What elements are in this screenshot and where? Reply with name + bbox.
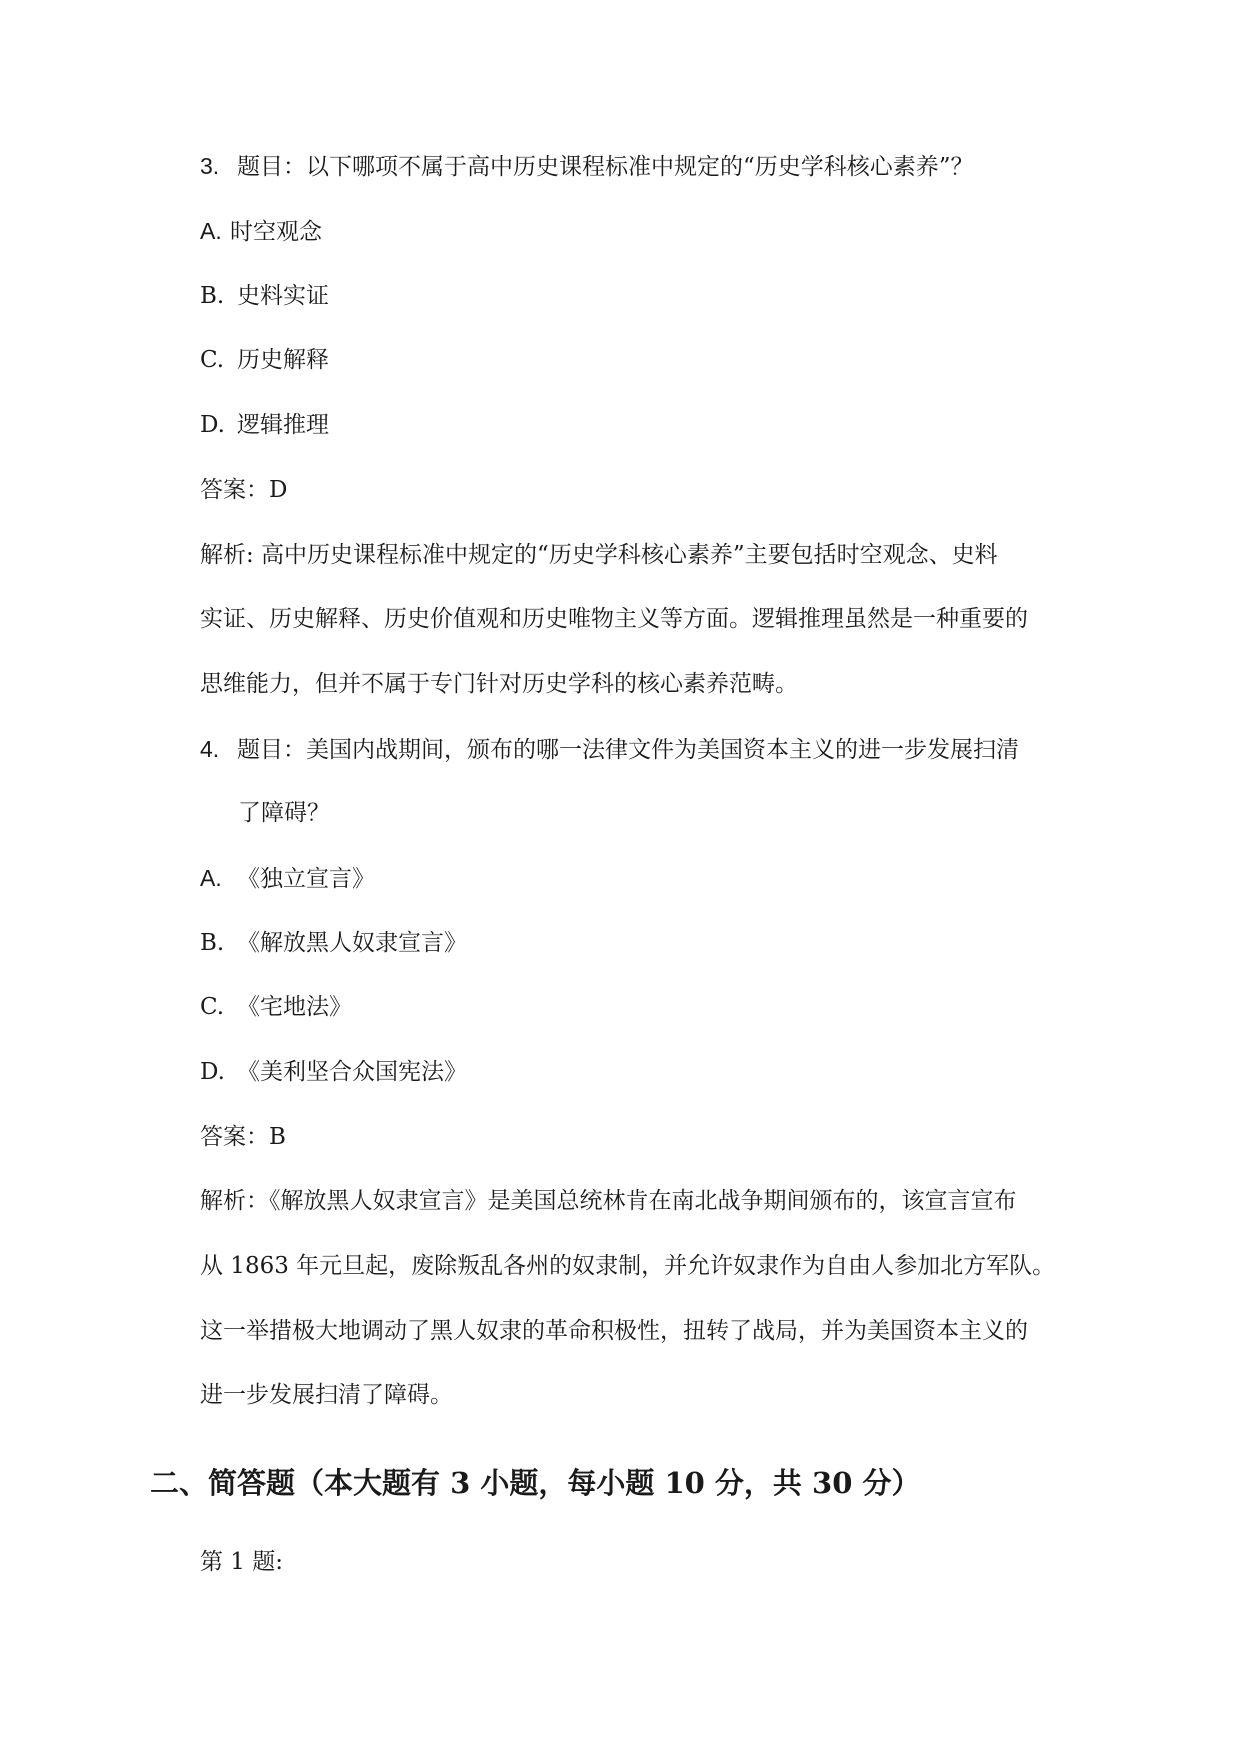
option-letter: B. — [200, 283, 225, 309]
option-letter: C. — [200, 347, 225, 373]
option-text: 《独立宣言》 — [237, 866, 375, 892]
q3-option-b — [200, 281, 329, 311]
option-text: 时空观念 — [230, 219, 322, 245]
option-text: 《解放黑人奴隶宣言》 — [237, 930, 467, 956]
q3-analysis-line: 解析: 高中历史课程标准中规定的“历史学科核心素养”主要包括时空观念、史料 — [200, 542, 998, 568]
q3-analysis-line: 实证、历史解释、历史价值观和历史唯物主义等方面。逻辑推理虽然是一种重要的 — [200, 606, 1028, 632]
q4-answer: 答案：B — [200, 1124, 286, 1150]
q3-option-c — [200, 345, 329, 375]
section2-first-item: 第 1 题: — [200, 1549, 284, 1575]
q4-question-text: 题目：美国内战期间，颁布的哪一法律文件为美国资本主义的进一步发展扫清 — [237, 737, 1019, 763]
q4-analysis-line: 从 1863 年元旦起，废除叛乱各州的奴隶制，并允许奴隶作为自由人参加北方军队。 — [200, 1253, 1056, 1279]
option-letter: B. — [200, 930, 225, 956]
q3-question — [200, 151, 974, 182]
q3-option-d — [200, 410, 329, 440]
option-text: 《宅地法》 — [237, 994, 352, 1020]
q4-option-c — [200, 992, 352, 1022]
option-letter: A. — [200, 865, 222, 891]
option-letter: A. — [200, 218, 222, 244]
q3-analysis-line: 思维能力，但并不属于专门针对历史学科的核心素养范畴。 — [200, 671, 798, 697]
q3-number: 3. — [200, 153, 220, 179]
q4-analysis-line: 进一步发展扫清了障碍。 — [200, 1382, 453, 1408]
q3-option-a — [200, 216, 322, 247]
option-letter: C. — [200, 994, 225, 1020]
q4-number: 4. — [200, 736, 220, 762]
section-heading: 二、简答题（本大题有 3 小题，每小题 10 分，共 30 分） — [150, 1466, 921, 1500]
q4-option-a — [200, 863, 375, 894]
q4-option-b — [200, 928, 467, 958]
option-letter: D. — [200, 1059, 225, 1085]
q4-question — [200, 734, 1019, 765]
option-text: 逻辑推理 — [237, 412, 329, 438]
option-text: 史料实证 — [237, 283, 329, 309]
q4-option-d — [200, 1057, 467, 1087]
option-letter: D. — [200, 412, 225, 438]
q3-question-text: 题目：以下哪项不属于高中历史课程标准中规定的“历史学科核心素养”？ — [237, 154, 974, 180]
option-text: 《美利坚合众国宪法》 — [237, 1059, 467, 1085]
option-text: 历史解释 — [237, 347, 329, 373]
q4-question-continued: 了障碍？ — [238, 800, 330, 826]
q4-analysis-line: 这一举措极大地调动了黑人奴隶的革命积极性，扭转了战局，并为美国资本主义的 — [200, 1318, 1028, 1344]
q3-answer: 答案：D — [200, 477, 288, 503]
q4-analysis-line: 解析：《解放黑人奴隶宣言》是美国总统林肯在南北战争期间颁布的，该宣言宣布 — [200, 1188, 1017, 1214]
